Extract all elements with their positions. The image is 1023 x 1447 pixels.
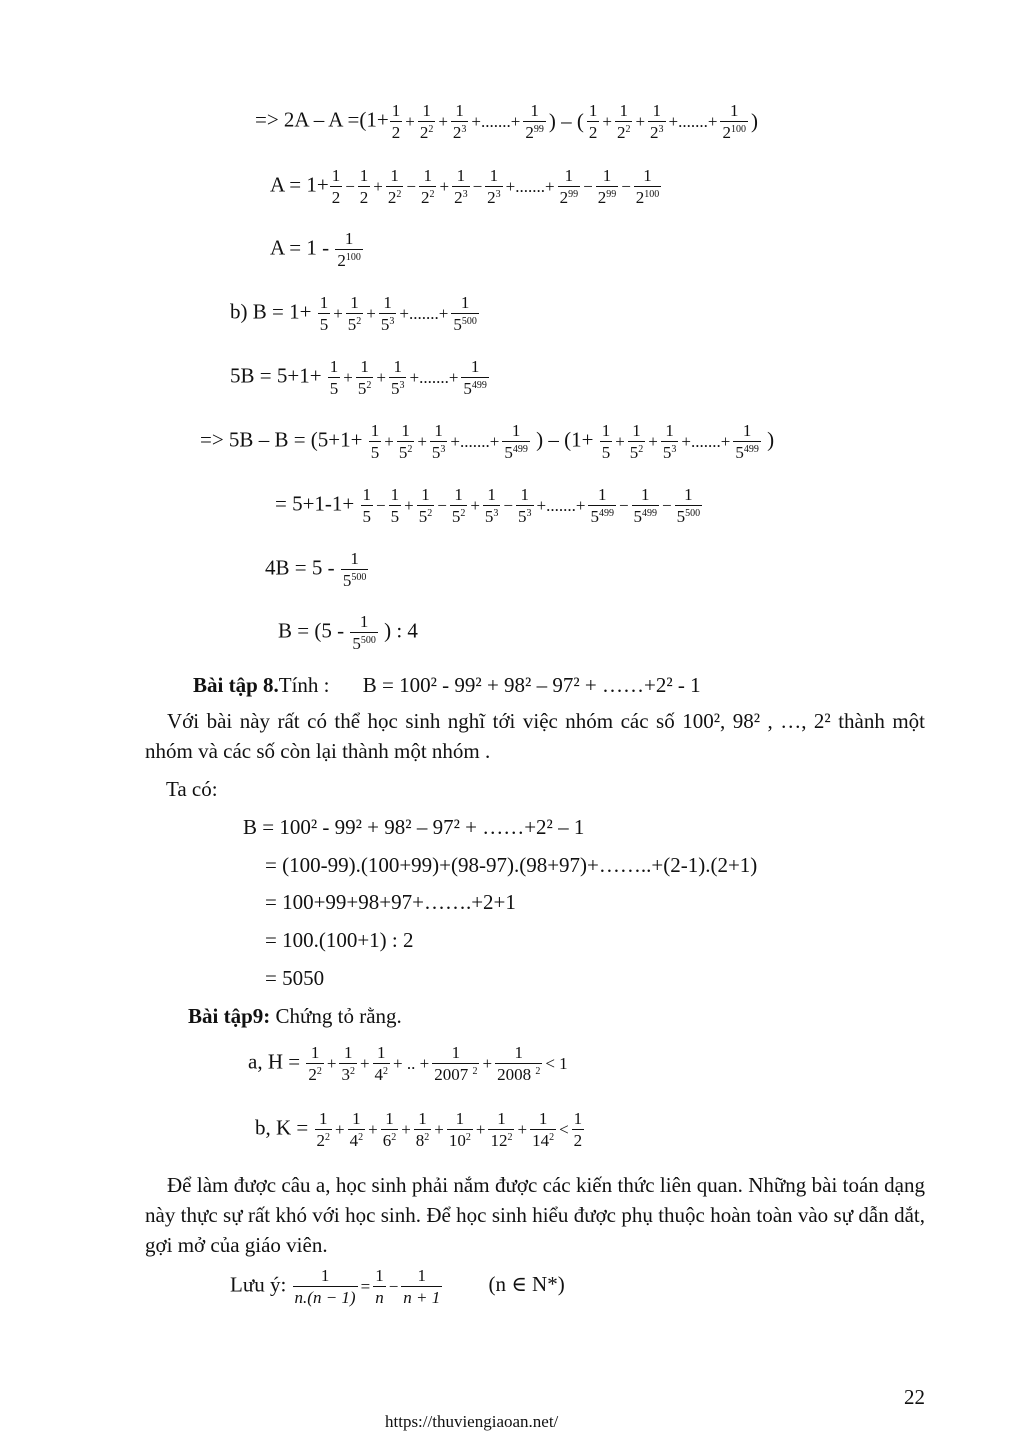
bt8-step-5: = 5050 — [265, 966, 325, 990]
bt8-step-3: = 100+99+98+97+…….+2+1 — [265, 890, 516, 914]
eq-line-7: = 5+1-1+ $\frac{1}{5}$ − $\frac{1}{5}$ + $\frac{1}{5^2}$ − $\frac{1}{5^2}$ + $\frac{1}{5^3}$ − $\frac{1}{5^3}$ +.......+ $\frac{1}{5^{499}}$ − $\frac{1}{5^{499}}$ − $\frac{1}{5^{500}}$ — [275, 485, 701, 526]
bt8-heading-line — [193, 675, 701, 696]
eq-line-1-prefix: => 2A – A =(1+ — [255, 107, 389, 132]
bt9-a: a, H = $\frac{1}{2^2}$ + $\frac{1}{3^2}$ + $\frac{1}{4^2}$ + .. + $\frac{1}{2007 ^2}$ + $\frac{1}{2008 ^2}$ < 1 — [248, 1043, 568, 1084]
bt8-formula: B = 100² - 99² + 98² – 97² + ……+2² - 1 — [362, 673, 701, 697]
eq-line-1: => 2A – A =(1+ $\frac{1}{2}$ + $\frac{1}{2^2}$ + $\frac{1}{2^3}$ +.......+ $\frac{1}{2^{99}}$ ) – ( $\frac{1}{2}$ + $\frac{1}{2^2}$ + $\frac{1}{2^3}$ +.......+ $\frac{1}{2^{100}}$ ) — [255, 101, 758, 142]
eq-line-2-prefix: A = 1+ — [270, 172, 329, 197]
bt8-taco: Ta có: — [166, 777, 218, 801]
bt9-b: b, K = $\frac{1}{2^2}$ + $\frac{1}{4^2}$ + $\frac{1}{6^2}$ + $\frac{1}{8^2}$ + $\frac{1}{10^2}$ + $\frac{1}{12^2}$ + $\frac{1}{14^2}$ < $\frac{1}{2}$ — [255, 1109, 583, 1150]
eq-line-8: 4B = 5 - $\frac{1}{5^{500}}$ — [265, 549, 367, 590]
bt8-step-4: = 100.(100+1) : 2 — [265, 928, 414, 952]
eq-line-2: A = 1+ $\frac{1}{2}$ − $\frac{1}{2}$ + $\frac{1}{2^2}$ − $\frac{1}{2^2}$ + $\frac{1}{2^3}$ − $\frac{1}{2^3}$ +.......+ $\frac{1}{2^{99}}$ − $\frac{1}{2^{99}}$ − $\frac{1}{2^{100}}$ — [270, 166, 660, 207]
bt8-tinh: Tính : — [278, 673, 330, 697]
bt9-para-text: Để làm được câu a, học sinh phải nắm được các kiến thức liên quan. Những bài toán dạng này thực sự rất khó với học sinh. Để học sinh hiểu được phụ thuộc hoàn toàn vào sự dẫn dắt, gợi mở của giáo viên. — [145, 1173, 925, 1257]
eq-line-9-suffix: ) : 4 — [384, 618, 418, 643]
eq-line-3-prefix: A = 1 - — [270, 235, 330, 260]
eq-line-4: b) B = 1+ $\frac{1}{5}$ + $\frac{1}{5^2}$ + $\frac{1}{5^3}$ +.......+ $\frac{1}{5^{500}}$ — [230, 293, 477, 334]
bt9-cond: (n ∈ N*) — [488, 1272, 565, 1297]
bt9-b-prefix: b, K = — [255, 1115, 309, 1140]
page-number: 22 — [904, 1385, 925, 1409]
bt8-step-1: B = 100² - 99² + 98² – 97² + ……+2² – 1 — [243, 815, 585, 839]
eq-line-4-prefix: b) B = 1+ — [230, 299, 312, 324]
bt8-step-2: = (100-99).(100+99)+(98-97).(98+97)+……..+(2-1).(2+1) — [265, 853, 758, 877]
eq-line-3: A = 1 - $\frac{1}{2^{100}}$ — [270, 229, 361, 270]
eq-line-6-mid: ) – (1+ — [536, 427, 594, 452]
eq-line-6-prefix: => 5B – B = (5+1+ — [200, 427, 363, 452]
bt9-text: Chứng tỏ rằng. — [275, 1004, 402, 1028]
eq-line-8-prefix: 4B = 5 - — [265, 555, 335, 580]
eq-line-7-prefix: = 5+1-1+ — [275, 491, 355, 516]
footer-url[interactable]: https://thuviengiaoan.net/ — [385, 1412, 559, 1431]
eq-line-5: 5B = 5+1+ $\frac{1}{5}$ + $\frac{1}{5^2}$ + $\frac{1}{5^3}$ +.......+ $\frac{1}{5^{499}}$ — [230, 357, 487, 398]
bt9-paragraph — [145, 1170, 925, 1260]
bt9-a-prefix: a, H = — [248, 1049, 301, 1074]
eq-line-5-prefix: 5B = 5+1+ — [230, 363, 322, 388]
eq-line-6: => 5B – B = (5+1+ $\frac{1}{5}$ + $\frac{1}{5^2}$ + $\frac{1}{5^3}$ +.......+ $\frac{1}{5^{499}}$ ) – (1+ $\frac{1}{5}$ + $\frac{1}{5^2}$ + $\frac{1}{5^3}$ +.......+ $\frac{1}{5^{499}}$ ) — [200, 421, 775, 462]
eq-line-9: B = (5 - $\frac{1}{5^{500}}$ ) : 4 — [278, 612, 418, 653]
bt9-luuy: Lưu ý: $\frac{1}{n.(n - 1)}$ = $\frac{1}{n}$ − $\frac{1}{n + 1}$ (n ∈ N*) — [230, 1266, 565, 1307]
bt9-heading-line — [188, 1006, 402, 1027]
bt9-luuy-label: Lưu ý: — [230, 1272, 287, 1297]
bt8-paragraph — [145, 706, 925, 766]
bt8-heading: Bài tập 8. — [193, 673, 279, 697]
bt9-heading: Bài tập9: — [188, 1004, 271, 1028]
bt8-para-text: Với bài này rất có thể học sinh nghĩ tới việc nhóm các số 100², 98² , …, 2² thành một nhóm và các số còn lại thành một nhóm . — [145, 709, 925, 763]
eq-line-9-prefix: B = (5 - — [278, 618, 345, 643]
